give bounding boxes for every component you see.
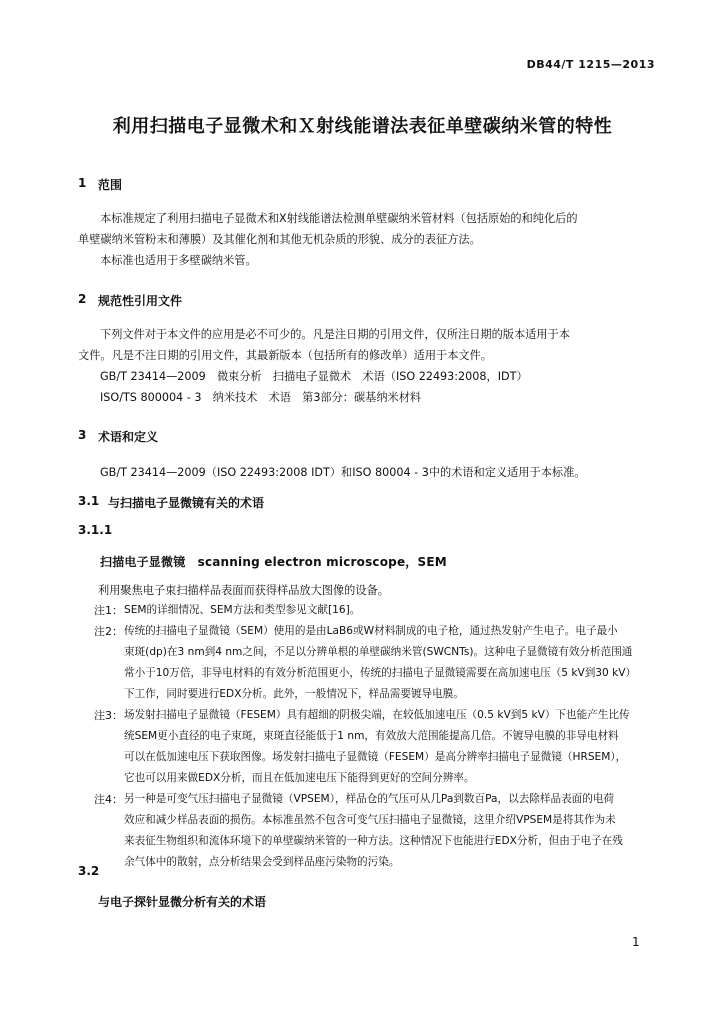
- note-2-line-2: 束斑(dp)在3 nm到4 nm之间，不足以分辨单根的单壁碳纳米管(SWCNTs)。这种电子显微镜有效分析范围通: [124, 646, 633, 658]
- page-number: 1: [632, 935, 640, 949]
- note-3-line-3: 可以在低加速电压下获取图像。场发射扫描电子显微镜（FESEM）是高分辨率扫描电子显微镜（HRSEM），: [124, 751, 627, 763]
- note-4-label: 注4：: [94, 793, 123, 806]
- section-3-1-number: 3.1: [78, 494, 100, 508]
- reference-1: GB/T 23414—2009 微束分析 扫描电子显微术 术语（ISO 22493:2008，IDT）: [100, 370, 528, 383]
- note-2-line-4: 下工作，同时要进行EDX分析。此外，一般情况下，样品需要镀导电膜。: [124, 688, 464, 700]
- document-title: 利用扫描电子显微术和Ｘ射线能谱法表征单壁碳纳米管的特性: [112, 116, 613, 137]
- term-sem-definition: 利用聚焦电子束扫描样品表面而获得样品放大图像的设备。: [98, 584, 389, 597]
- section-1-number: 1: [78, 176, 87, 190]
- note-2-line-1: 传统的扫描电子显微镜（SEM）使用的是由LaB6或W材料制成的电子枪，通过热发射产生电子。电子最小: [124, 625, 618, 637]
- section-3-2-heading: 与电子探针显微分析有关的术语: [98, 895, 267, 909]
- note-2-label: 注2：: [94, 625, 123, 638]
- section-1-heading: 范围: [98, 178, 123, 192]
- note-3-line-2: 统SEM更小直径的电子束斑，束斑直径能低于1 nm，有效放大范围能提高几倍。不镀导电膜的非导电材料: [124, 730, 619, 742]
- note-4-line-2: 效应和减少样品表面的损伤。本标准虽然不包含可变气压扫描电子显微镜，这里介绍VPSEM是将其作为未: [124, 814, 616, 826]
- section-1-para-2: 本标准也适用于多壁碳纳米管。: [100, 254, 257, 267]
- section-3-para-1: GB/T 23414—2009（ISO 22493:2008 IDT）和ISO 80004 - 3中的术语和定义适用于本标准。: [100, 466, 586, 479]
- section-3-1-heading: 与扫描电子显微镜有关的术语: [108, 496, 265, 510]
- section-2-number: 2: [78, 292, 87, 306]
- section-3-heading: 术语和定义: [98, 430, 159, 444]
- section-2-para-1b: 文件。凡是不注日期的引用文件，其最新版本（包括所有的修改单）适用于本文件。: [78, 349, 492, 362]
- section-2-heading: 规范性引用文件: [98, 294, 183, 308]
- section-3-number: 3: [78, 428, 87, 442]
- reference-2: ISO/TS 800004 - 3 纳米技术 术语 第3部分：碳基纳米材料: [100, 391, 422, 404]
- note-4-line-1: 另一种是可变气压扫描电子显微镜（VPSEM），样品仓的气压可从几Pa到数百Pa，以去除样品表面的电荷: [124, 793, 615, 805]
- note-4-line-4: 余气体中的散射，点分析结果会受到样品座污染物的污染。: [124, 856, 400, 868]
- note-1-line-1: SEM的详细情况、SEM方法和类型参见文献[16]。: [124, 604, 361, 616]
- section-2-para-1a: 下列文件对于本文件的应用是必不可少的。凡是注日期的引用文件，仅所注日期的版本适用于本: [100, 328, 570, 341]
- note-4-line-3: 来表征生物组织和流体环境下的单壁碳纳米管的一种方法。这种情况下也能进行EDX分析，但由于电子在残: [124, 835, 623, 847]
- standard-code: DB44/T 1215—2013: [526, 58, 655, 71]
- section-1-para-1b: 单壁碳纳米管粉末和薄膜）及其催化剂和其他无机杂质的形貌、成分的表征方法。: [78, 233, 481, 246]
- term-sem: 扫描电子显微镜 scanning electron microscope，SEM: [100, 555, 447, 569]
- note-3-line-4: 它也可以用来做EDX分析，而且在低加速电压下能得到更好的空间分辨率。: [124, 772, 475, 784]
- note-2-line-3: 常小于10万倍，非导电材料的有效分析范围更小，传统的扫描电子显微镜需要在高加速电压（5 kV到30 kV）: [124, 667, 637, 679]
- note-3-line-1: 场发射扫描电子显微镜（FESEM）具有超细的阴极尖端，在较低加速电压（0.5 kV到5 kV）下也能产生比传: [124, 709, 630, 721]
- section-3-1-1-number: 3.1.1: [78, 523, 113, 537]
- note-3-label: 注3：: [94, 709, 123, 722]
- note-1-label: 注1：: [94, 604, 123, 617]
- section-1-para-1a: 本标准规定了利用扫描电子显微术和X射线能谱法检测单壁碳纳米管材料（包括原始的和纯化后的: [100, 212, 578, 225]
- section-3-2-number: 3.2: [78, 864, 100, 878]
